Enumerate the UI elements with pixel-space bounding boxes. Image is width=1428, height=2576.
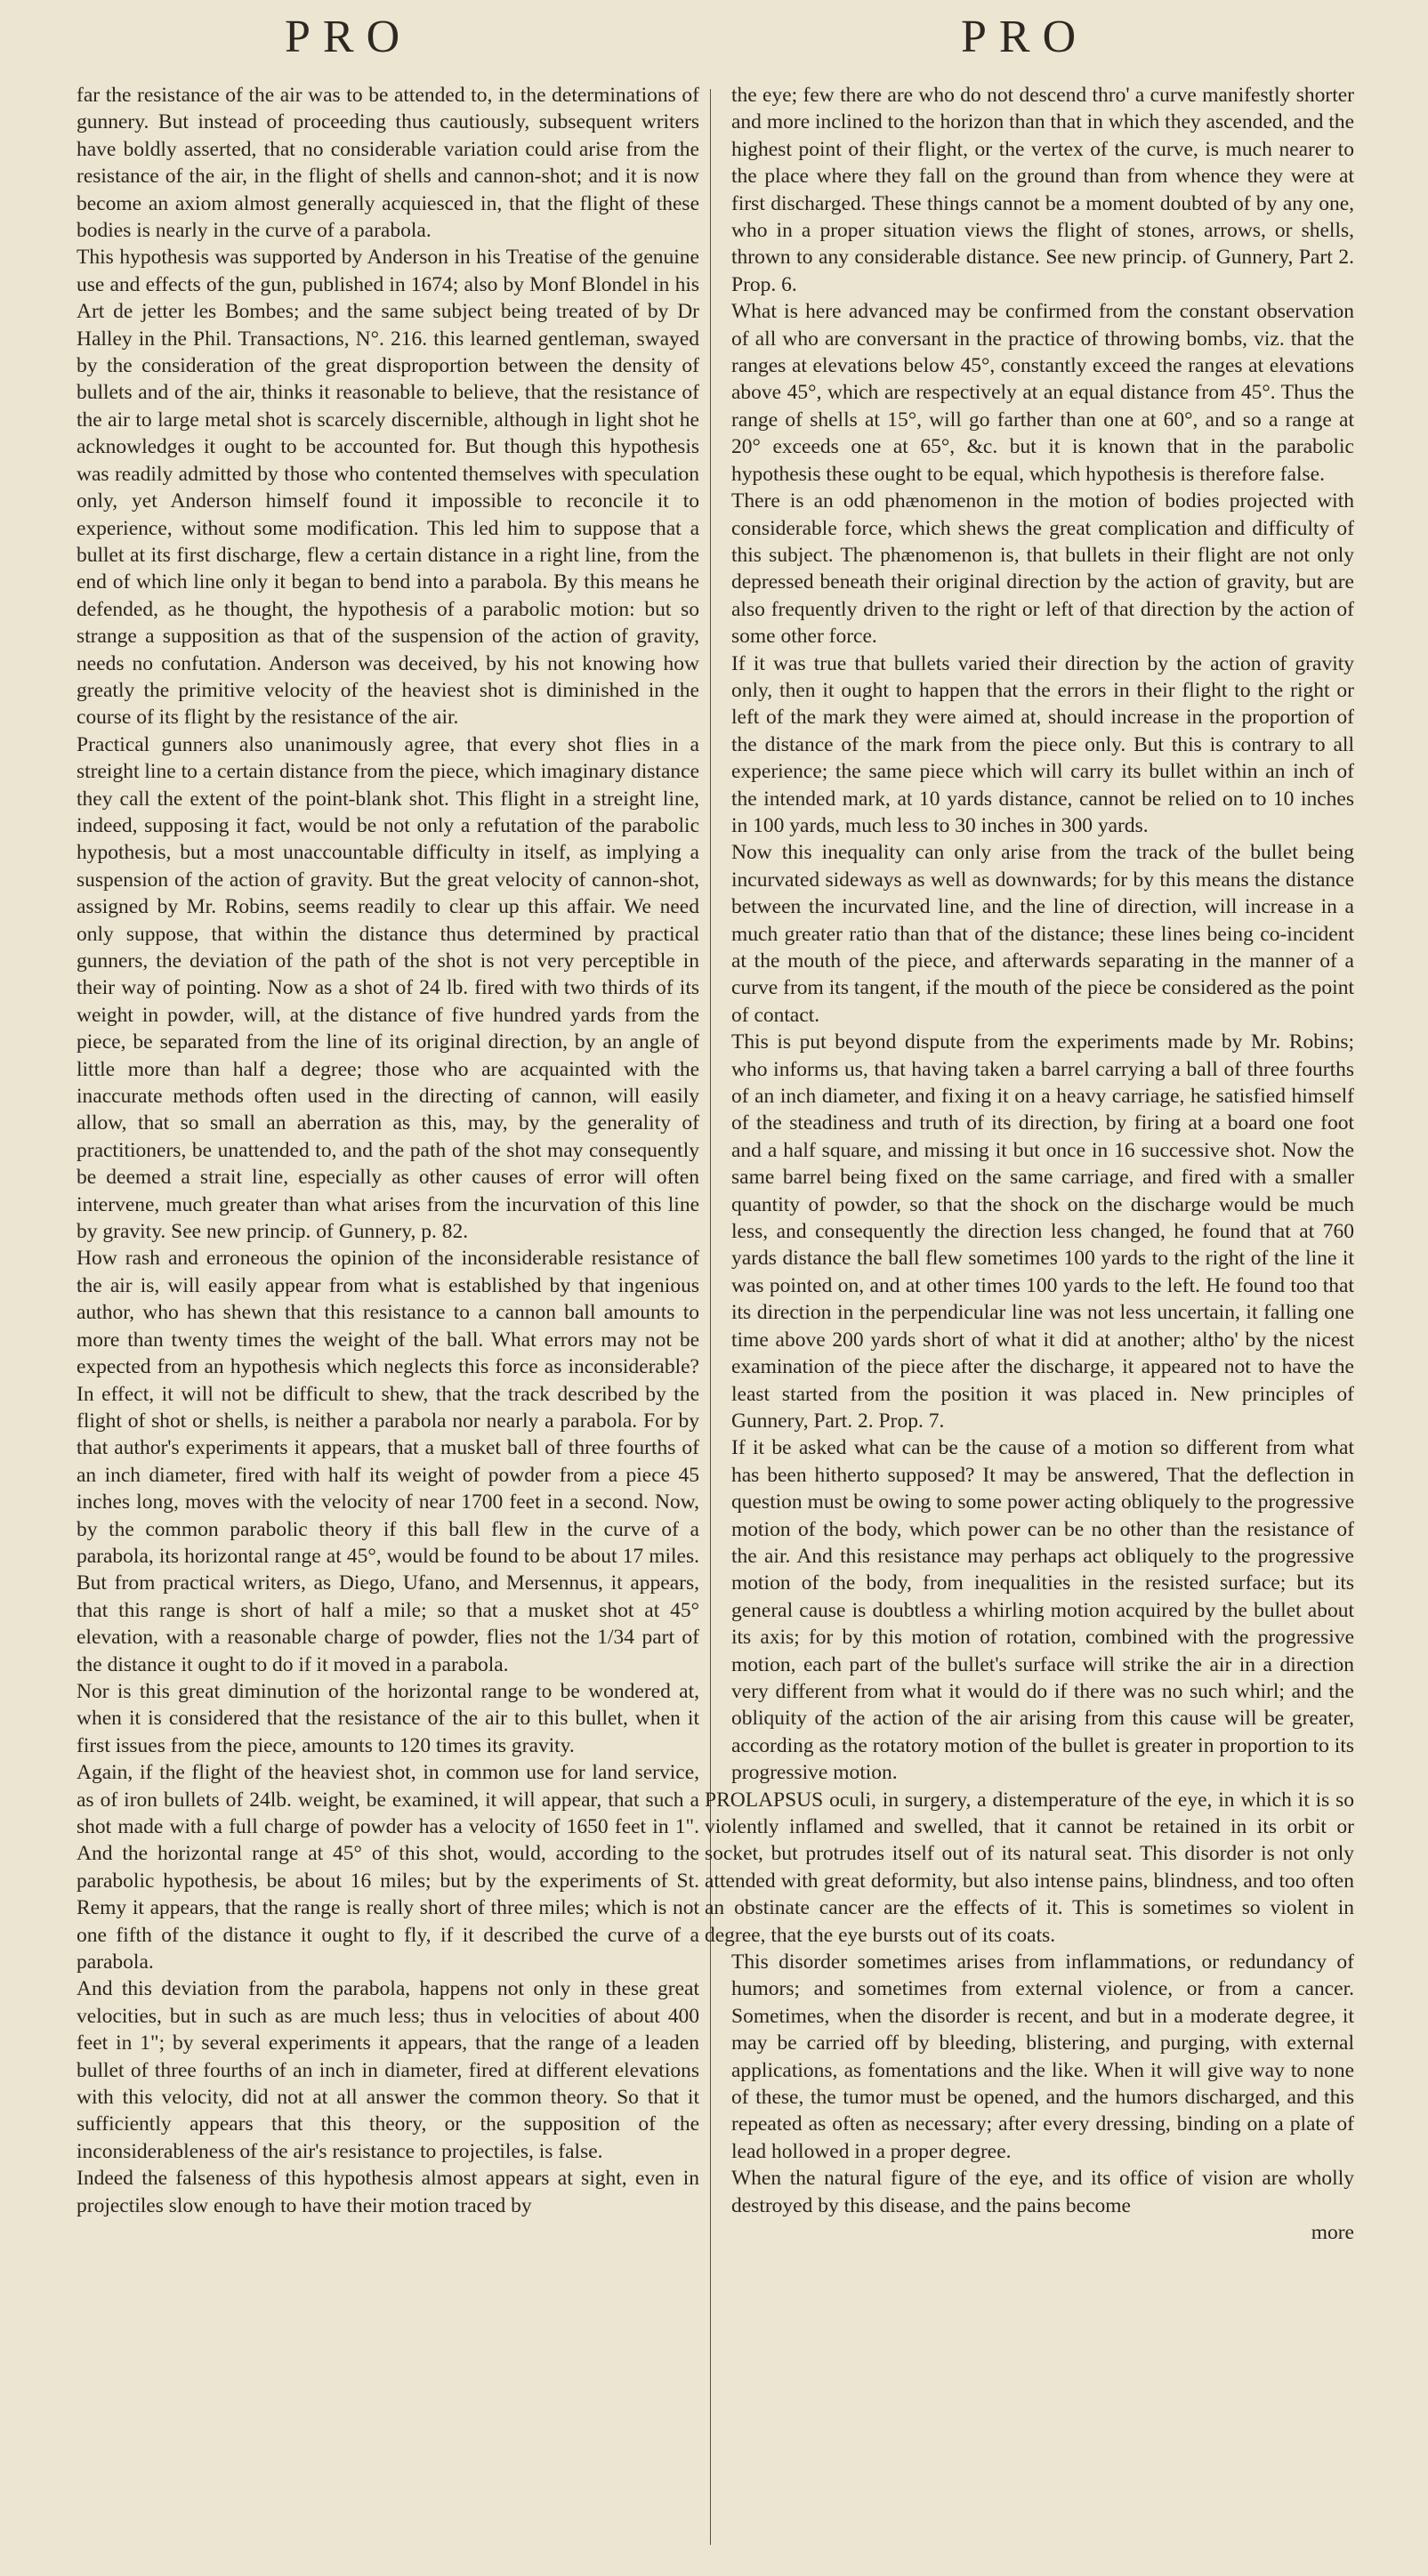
paragraph: When the natural figure of the eye, and its office of vision are wholly destroyed by this disease, and the pains become <box>731 2167 1354 2217</box>
paragraph: Practical gunners also unanimously agree, that every shot flies in a streight line to a certain distance from the piece, which imaginary distance they call the extent of the point-blank shot. This flight in a streight line, indeed, supposing it fact, would be not only a refutation of the parabolic hypothesis, but a most unaccountable difficulty in itself, as implying a suspension of the action of gravity. But the great velocity of cannon-shot, assigned by Mr. Robins, seems readily to clear up this affair. We need only suppose, that within the distance thus determined by practical gunners, the deviation of the path of the shot is not very perceptible in their way of pointing. Now as a shot of 24 lb. fired with two thirds of its weight in powder, will, at the distance of five hundred yards from the piece, be separated from the line of its original direction, by an angle of little more than half a degree; those who are acquainted with the inaccurate methods often used in the directing of cannon, will easily allow, that so small an aberration as this, may, by the generality of practitioners, be unattended to, and the path of the shot may consequently be deemed a strait line, especially as other causes of error will often intervene, much greater than what arises from the incurvation of this line by gravity. See new princip. of Gunnery, p. 82. <box>77 732 699 1244</box>
paragraph: This is put beyond dispute from the experiments made by Mr. Robins; who informs us, that having taken a barrel carrying a ball of three fourths of an inch diameter, and fixing it on a heavy carriage, he satisfied himself of the steadiness and truth of its direction, by firing at a board one foot and a half square, and missing it but once in 16 successive shot. Now the same barrel being fixed on the same carriage, and fired with a smaller quantity of powder, so that the shock on the discharge would be much less, and consequently the direction less changed, he found that at 760 yards distance the ball flew sometimes 100 yards to the right of the line it was pointed on, and at other times 100 yards to the left. He found too that its direction in the perpendicular line was not less uncertain, it falling one time above 200 yards short of what it did at another; altho' by the nicest examination of the piece after the discharge, it appeared not to have the least started from the position it was placed in. New principles of Gunnery, Part. 2. Prop. 7. <box>731 1030 1354 1433</box>
entry-prolapsus: PROLAPSUS oculi, in surgery, a distemperature of the eye, in which it is so violently inflamed and swelled, that it cannot be retained in its orbit or socket, but protrudes itself out of its natural seat. This disorder is not only attended with great deformity, but also intense pains, blindness, and too often an obstinate cancer are the effects of it. This is sometimes so violent in degree, that the eye bursts out of its coats. <box>705 1788 1354 1947</box>
running-head-right: PRO <box>961 12 1089 62</box>
paragraph: How rash and erroneous the opinion of the inconsiderable resistance of the air is, will easily appear from what is established by that ingenious author, who has shewn that this resistance to a cannon ball amounts to more than twenty times the weight of the ball. What errors may not be expected from an hypothesis which neglects this force as inconsiderable? In effect, it will not be difficult to shew, that the track described by the flight of shot or shells, is neither a parabola nor nearly a parabola. For by that author's experiments it appears, that a musket ball of three fourths of an inch diameter, fired with half its weight of powder from a piece 45 inches long, moves with the velocity of near 1700 feet in a second. Now, by the common parabolic theory if this ball flew in the curve of a parabola, its horizontal range at 45°, would be found to be about 17 miles. But from practical writers, as Diego, Ufano, and Mersennus, it appears, that this range is short of half a mile; so that a musket shot at 45° elevation, with a reasonable charge of powder, flies not the 1/34 part of the distance it ought to do if it moved in a parabola. <box>77 1247 699 1676</box>
column-divider <box>710 89 711 2545</box>
paragraph: the eye; few there are who do not descend thro' a curve manifestly shorter and more inclined to the horizon than that in which they ascended, and the highest point of their flight, or the vertex of the curve, is much nearer to the place where they fall on the ground than from whence they were at first discharged. These things cannot be a moment doubted of by any one, who in a proper situation views the flight of stones, arrows, or shells, thrown to any considerable distance. See new princip. of Gunnery, Part 2. Prop. 6. <box>731 84 1354 296</box>
paragraph: Again, if the flight of the heaviest shot, in common use for land service, as of iron bullets of 24lb. weight, be examined, it will appear, that such a shot made with a full charge of powder has a velocity of 1650 feet in 1". And the horizontal range at 45° of this shot, would, according to the parabolic hypothesis, be about 16 miles; but by the experiments of St. Remy it appears, that the range is really short of three miles; which is not one fifth of the distance it ought to fly, if it described the curve of a parabola. <box>77 1761 699 1974</box>
left-column <box>77 82 699 2219</box>
catchword: more <box>1311 2221 1354 2245</box>
paragraph: far the resistance of the air was to be attended to, in the determinations of gunnery. But instead of proceeding thus cautiously, subsequent writers have boldly asserted, that no considerable variation could arise from the resistance of the air, in the flight of shells and cannon-shot; and it is now become an axiom almost generally acquiesced in, that the flight of these bodies is nearly in the curve of a parabola. <box>77 84 699 243</box>
running-header <box>0 0 1428 71</box>
right-column <box>705 82 1354 2247</box>
paragraph: This hypothesis was supported by Anderson in his Treatise of the genuine use and effects of the gun, published in 1674; also by Monf Blondel in his Art de jetter les Bombes; and the same subject being treated of by Dr Halley in the Phil. Transactions, N°. 216. this learned gentleman, swayed by the consideration of the great disproportion between the density of bullets and of the air, thinks it reasonable to believe, that the resistance of the air to large metal shot is scarcely discernible, although in light shot he acknowledges it ought to be accounted for. But though this hypothesis was readily admitted by those who contented themselves with speculation only, yet Anderson himself found it impossible to reconcile it to experience, without some modification. This led him to suppose that a bullet at its first discharge, flew a certain distance in a right line, from the end of which line only it began to bend into a parabola. By this means he defended, as he thought, the hypothesis of a parabolic motion: but so strange a supposition as that of the suspension of the action of gravity, needs no confutation. Anderson was deceived, by his not knowing how greatly the primitive velocity of the heaviest shot is diminished in the course of its flight by the resistance of the air. <box>77 246 699 730</box>
paragraph: There is an odd phænomenon in the motion of bodies projected with considerable force, which shews the great complication and difficulty of this subject. The phænomenon is, that bullets in their flight are not only depressed beneath their original direction by the action of gravity, but are also frequently driven to the right or left of that direction by the action of some other force. <box>731 489 1354 649</box>
paragraph: This disorder sometimes arises from inflammations, or redundancy of humors; and sometimes from external violence, or from a cancer. Sometimes, when the disorder is recent, and but in a moderate degree, it may be carried off by bleeding, blistering, and purging, with external applications, as fomentations and the like. When it will give way to none of these, the tumor must be opened, and the humors discharged, and this repeated as often as necessary; after every dressing, binding on a plate of lead hollowed in a proper degree. <box>731 1950 1354 2163</box>
paragraph: Nor is this great diminution of the horizontal range to be wondered at, when it is considered that the resistance of the air to this bullet, when it first issues from the piece, amounts to 120 times its gravity. <box>77 1679 699 1757</box>
running-head-left: PRO <box>285 12 413 62</box>
paragraph: And this deviation from the parabola, happens not only in these great velocities, but in such as are much less; thus in velocities of about 400 feet in 1"; by several experiments it appears, that the range of a leaden bullet of three fourths of an inch in diameter, fired at different elevations with this velocity, did not at all answer the common theory. So that it sufficiently appears that this theory, or the supposition of the inconsiderableness of the air's resistance to projectiles, is false. <box>77 1977 699 2163</box>
paragraph: If it was true that bullets varied their direction by the action of gravity only, then it ought to happen that the errors in their flight to the right or left of the mark they were aimed at, should increase in the proportion of the distance of the mark from the piece only. But this is contrary to all experience; the same piece which will carry its bullet within an inch of the intended mark, at 10 yards distance, cannot be relied on to 10 inches in 100 yards, much less to 30 inches in 300 yards. <box>731 651 1354 837</box>
paragraph: If it be asked what can be the cause of a motion so different from what has been hitherto supposed? It may be answered, That the deflection in question must be owing to some power acting obliquely to the progressive motion of the body, which power can be no other than the resistance of the air. And this resistance may perhaps act obliquely to the progressive motion of the body, from inequalities in the resisted surface; but its general cause is doubtless a whirling motion acquired by the bullet about its axis; for by this motion of rotation, combined with the progressive motion, each part of the bullet's surface will strike the air in a direction very different from what it would do if there was no such whirl; and the obliquity of the action of the air arising from this cause will be greater, according as the rotatory motion of the bullet is greater in proportion to its progressive motion. <box>731 1436 1354 1785</box>
paragraph: What is here advanced may be confirmed from the constant observation of all who are conversant in the practice of throwing bombs, viz. that the ranges at elevations below 45°, constantly exceed the ranges at elevations above 45°, which are respectively at an equal distance from 45°. Thus the range of shells at 15°, will go farther than one at 60°, and so a range at 20° exceeds one at 65°, &c. but it is known that in the parabolic hypothesis these ought to be equal, which hypothesis is therefore false. <box>731 300 1354 486</box>
paragraph: Indeed the falseness of this hypothesis almost appears at sight, even in projectiles slow enough to have their motion traced by <box>77 2167 699 2217</box>
paragraph: Now this inequality can only arise from the track of the bullet being incurvated sideways as well as downwards; for by this means the distance between the incurvated line, and the line of direction, will increase in a much greater ratio than that of the distance; these lines being co-incident at the mouth of the piece, and afterwards separating in the manner of a curve from its tangent, if the mouth of the piece be considered as the point of contact. <box>731 841 1354 1027</box>
